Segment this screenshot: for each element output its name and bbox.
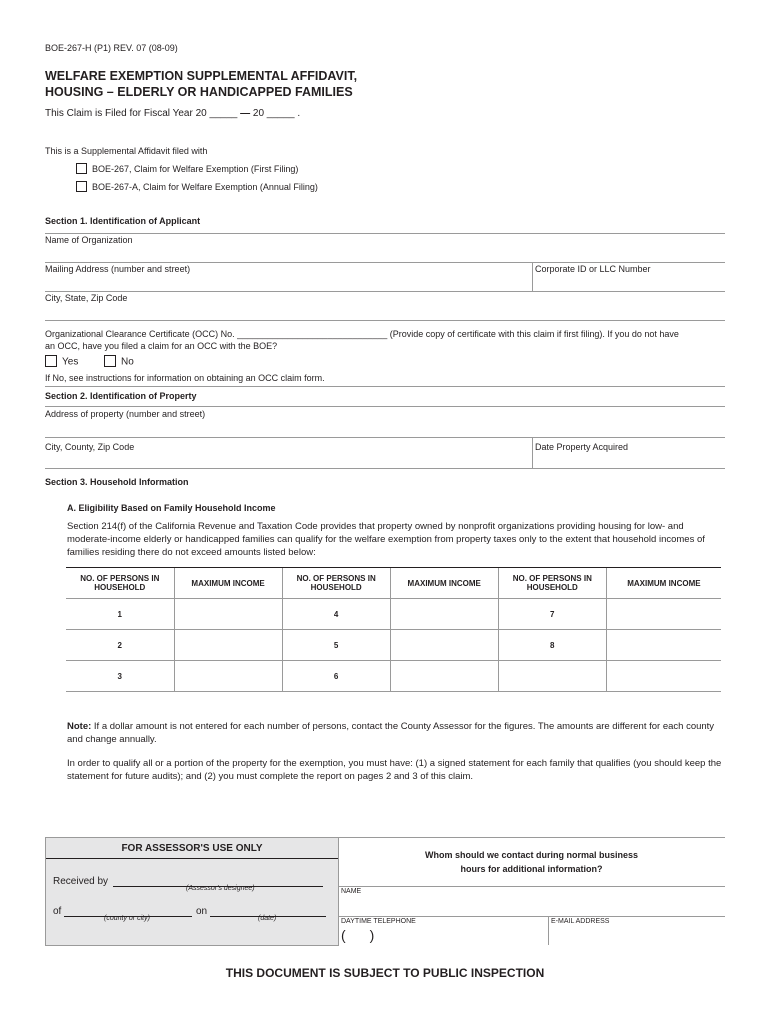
form-id: BOE-267-H (P1) REV. 07 (08-09) [45,43,178,53]
designee-hint: (Assessor's designee) [186,885,255,892]
note-paragraph [67,720,727,746]
option-boe-267[interactable] [76,164,298,175]
header-max-income-2: MAXIMUM INCOME [390,568,498,599]
contact-question-line1: Whom should we contact during normal business [424,850,639,860]
divider [45,320,725,321]
header-persons-2: NO. OF PERSONS IN HOUSEHOLD [282,568,390,599]
table-row [66,661,721,692]
note-label: Note: [67,721,92,732]
email-address-field[interactable]: E-MAIL ADDRESS [551,918,610,925]
property-address-field[interactable]: Address of property (number and street) [45,409,206,419]
date-hint: (date) [258,915,277,922]
corporate-id-field[interactable]: Corporate ID or LLC Number [535,264,651,274]
no-label: No [121,356,134,368]
table-row [66,599,721,630]
occ-no-option[interactable] [104,356,134,368]
income-table-header [66,568,721,599]
divider [45,468,725,469]
income-table [66,567,721,692]
fiscal-year-line [45,108,300,119]
section3-paragraph: Section 214(f) of the California Revenue and Taxation Code provides that property owned by nonprofit organizations providing housing for low- and moderate-income elderly or handicapped families can qualify for the welfare exemption from property taxes only to the extent that household incomes of families residing there do not exceed amounts listed below: [67,521,705,558]
on-label: on [196,906,208,917]
date-acquired-field[interactable]: Date Property Acquired [535,442,629,452]
title-line-2: HOUSING – ELDERLY OR HANDICAPPED FAMILIES [45,85,353,99]
max-income-cell[interactable] [390,661,498,692]
assessor-box-title: FOR ASSESSOR'S USE ONLY [121,843,263,854]
section1-heading: Section 1. Identification of Applicant [45,216,201,226]
occ-question [45,328,735,352]
header-max-income-1: MAXIMUM INCOME [174,568,282,599]
divider [45,406,725,407]
name-of-organization-field[interactable]: Name of Organization [45,235,133,245]
divider [45,291,725,292]
max-income-cell[interactable] [390,599,498,630]
persons-cell: 7 [498,599,606,630]
section2-heading: Section 2. Identification of Property [45,391,197,401]
divider [338,886,725,887]
received-by-label: Received by [53,876,109,887]
max-income-cell[interactable] [174,599,282,630]
persons-cell: 8 [498,630,606,661]
area-code-open: ( [341,927,346,943]
assessor-use-box [45,837,339,946]
fiscal-year-prefix: This Claim is Filed for Fiscal Year 20 [45,108,207,119]
table-row [66,630,721,661]
of-label: of [53,906,62,917]
persons-cell: 2 [66,630,174,661]
option-boe-267-a[interactable] [76,182,318,193]
persons-cell [498,661,606,692]
max-income-cell[interactable] [606,599,721,630]
fiscal-year-start-field[interactable]: _____ [209,108,238,119]
option-boe-267-label: BOE-267, Claim for Welfare Exemption (First Filing) [92,164,299,174]
public-inspection-notice: THIS DOCUMENT IS SUBJECT TO PUBLIC INSPECTION [225,966,545,980]
checkbox-no[interactable] [104,355,116,367]
persons-cell: 5 [282,630,390,661]
header-max-income-3: MAXIMUM INCOME [606,568,721,599]
daytime-telephone-field[interactable] [341,927,374,943]
divider [45,437,725,438]
contact-question-line2: hours for additional information? [460,864,603,874]
supplemental-intro: This is a Supplemental Affidavit filed with [45,146,208,156]
max-income-cell[interactable] [606,630,721,661]
checkbox-boe-267-a[interactable] [76,181,87,192]
persons-cell: 4 [282,599,390,630]
checkbox-yes[interactable] [45,355,57,367]
property-city-county-zip-field[interactable]: City, County, Zip Code [45,442,135,452]
occ-label: Organizational Clearance Certificate (OCC) No. [45,329,235,339]
title-line-1: WELFARE EXEMPTION SUPPLEMENTAL AFFIDAVIT, [45,69,358,83]
persons-cell: 6 [282,661,390,692]
max-income-cell[interactable] [390,630,498,661]
header-persons-1: NO. OF PERSONS IN HOUSEHOLD [66,568,174,599]
occ-question-line2: an OCC, have you filed a claim for an OCC with the BOE? [45,341,278,351]
occ-instructions: (Provide copy of certificate with this claim if first filing). If you do not have [389,329,679,339]
persons-cell: 1 [66,599,174,630]
page-title [45,68,357,100]
city-state-zip-field[interactable]: City, State, Zip Code [45,293,128,303]
divider [338,916,725,917]
header-persons-3: NO. OF PERSONS IN HOUSEHOLD [498,568,606,599]
divider [46,858,338,859]
fiscal-year-mid: 20 [252,108,265,119]
contact-info-box [338,837,725,945]
max-income-cell[interactable] [174,661,282,692]
note-text: If a dollar amount is not entered for each number of persons, contact the County Assessor for the figures. The amounts are different for each county and change annually. [67,721,715,745]
contact-name-field[interactable]: NAME [341,888,362,895]
occ-yes-option[interactable] [45,356,78,368]
qualify-paragraph: In order to qualify all or a portion of the property for the exemption, you must have: (1) a signed statement for each family that qualifies (you should keep the statement for future audits); and (2) you must complete the report on pages 2 and 3 of this claim. [67,758,722,782]
checkbox-boe-267[interactable] [76,163,87,174]
yes-label: Yes [62,356,79,368]
fiscal-year-end-field[interactable]: _____ [266,108,295,119]
divider [45,262,725,263]
mailing-address-field[interactable]: Mailing Address (number and street) [45,264,191,274]
section3-subheading: A. Eligibility Based on Family Household Income [67,503,276,513]
daytime-telephone-label: DAYTIME TELEPHONE [341,918,416,925]
max-income-cell[interactable] [174,630,282,661]
section3-heading: Section 3. Household Information [45,477,189,487]
county-city-hint: (county or city) [104,915,150,922]
divider [532,437,533,468]
divider [548,916,549,945]
fiscal-year-period: . [297,108,301,119]
fiscal-year-dash: — [240,108,251,119]
max-income-cell[interactable] [606,661,721,692]
area-code-close: ) [369,927,375,943]
divider [532,262,533,291]
contact-question [338,848,725,876]
persons-cell: 3 [66,661,174,692]
option-boe-267-a-label: BOE-267-A, Claim for Welfare Exemption (Annual Filing) [92,182,318,192]
occ-note: If No, see instructions for information on obtaining an OCC claim form. [45,373,325,383]
divider [45,386,725,387]
divider [45,233,725,234]
occ-number-field[interactable]: ______________________________ [237,329,388,339]
